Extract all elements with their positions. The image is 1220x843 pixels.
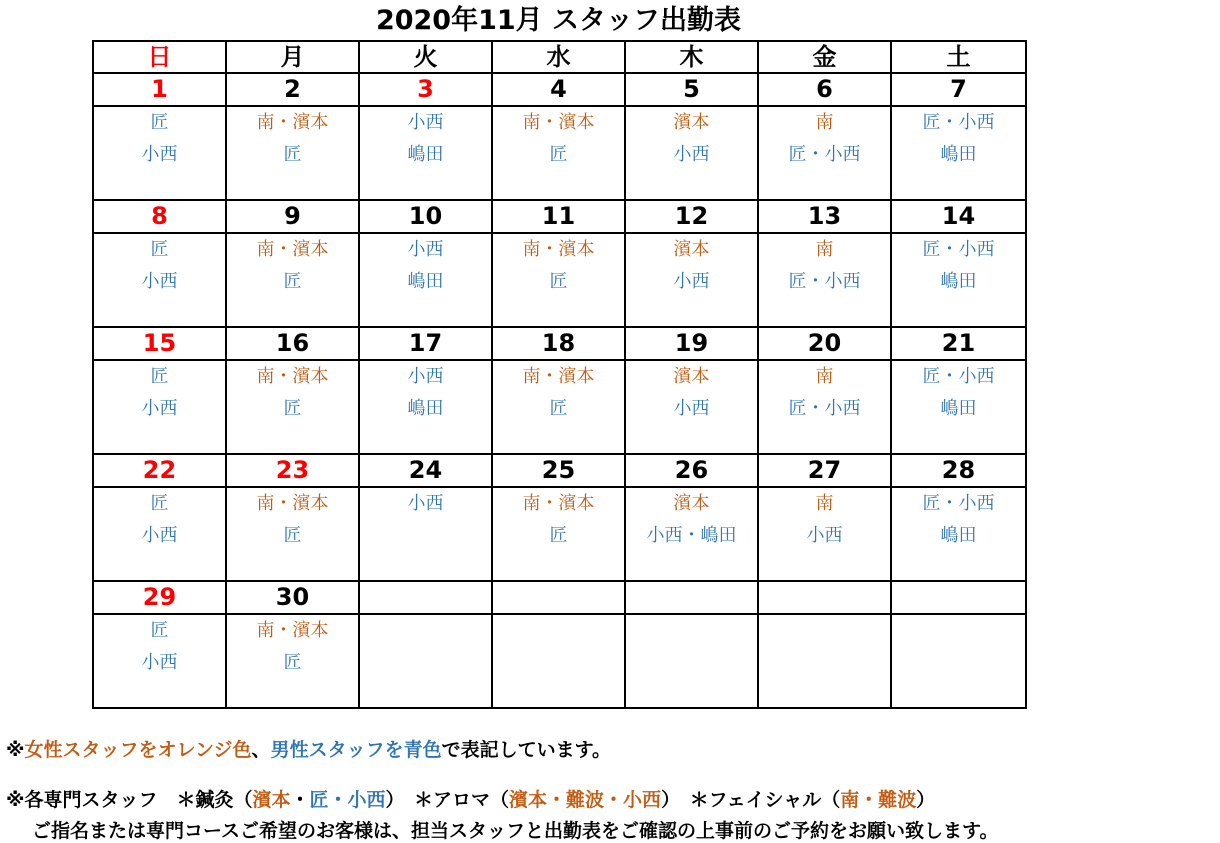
staff-name: 小西 xyxy=(407,239,444,260)
staff-name: 匠 xyxy=(283,144,302,165)
date-cell: 12 xyxy=(625,200,758,233)
calendar-body xyxy=(93,41,1026,708)
staff-name: 小西 xyxy=(141,652,178,673)
booking-note: ご指名または専門コースご希望のお客様は、担当スタッフと出勤表をご確認の上事前のご予約をお願い致します。 xyxy=(32,820,999,842)
staff-name: 小西 xyxy=(141,398,178,419)
weekday-tue: 火 xyxy=(359,41,492,73)
staff-name: 匠 xyxy=(283,652,302,673)
staff-cell xyxy=(93,360,226,454)
staff-name: 匠・小西 xyxy=(922,239,995,260)
page-title: 2020年11月 スタッフ出勤表 xyxy=(375,5,742,36)
staff-name: 南・濱本 xyxy=(522,112,595,133)
staff-cell xyxy=(758,614,891,708)
staff-cell xyxy=(758,360,891,454)
staff-cell xyxy=(625,487,758,581)
staff-name: 小西 xyxy=(407,493,444,514)
acupuncture-male: 匠・小西 xyxy=(309,789,386,811)
staff-name: 匠・小西 xyxy=(788,398,861,419)
date-cell: 21 xyxy=(891,327,1026,360)
date-cell: 4 xyxy=(492,73,625,106)
staff-name: 小西 xyxy=(407,112,444,133)
date-cell: 5 xyxy=(625,73,758,106)
weekday-sun: 日 xyxy=(93,41,226,73)
acupuncture-female: 濱本 xyxy=(252,789,291,811)
weekday-header-row xyxy=(93,41,1026,73)
staff-cell xyxy=(93,233,226,327)
date-row xyxy=(93,73,1026,106)
staff-name: 濱本 xyxy=(673,112,710,133)
staff-name: 小西 xyxy=(673,398,710,419)
legend-suffix: で表記しています。 xyxy=(441,739,612,761)
staff-name: 南・濱本 xyxy=(522,493,595,514)
staff-name: 匠 xyxy=(549,144,568,165)
date-cell xyxy=(758,581,891,614)
staff-cell xyxy=(359,614,492,708)
staff-name: 匠・小西 xyxy=(922,366,995,387)
staff-cell xyxy=(226,487,359,581)
staff-cell xyxy=(758,233,891,327)
staff-cell xyxy=(492,360,625,454)
date-cell: 28 xyxy=(891,454,1026,487)
date-cell xyxy=(625,581,758,614)
staff-name: 匠・小西 xyxy=(788,144,861,165)
staff-row xyxy=(93,106,1026,200)
staff-cell xyxy=(758,487,891,581)
staff-name: 嶋田 xyxy=(940,271,977,292)
staff-name: 南 xyxy=(815,493,834,514)
aroma-staff: 濱本・難波・小西 xyxy=(509,789,662,811)
date-cell: 10 xyxy=(359,200,492,233)
weekday-thu: 木 xyxy=(625,41,758,73)
date-cell: 19 xyxy=(625,327,758,360)
staff-cell xyxy=(625,106,758,200)
acupuncture-sep: ・ xyxy=(290,789,310,811)
date-cell: 8 xyxy=(93,200,226,233)
staff-name: 小西 xyxy=(141,525,178,546)
staff-cell xyxy=(625,360,758,454)
date-cell: 25 xyxy=(492,454,625,487)
staff-name: 匠・小西 xyxy=(788,271,861,292)
staff-name: 南・濱本 xyxy=(256,366,329,387)
staff-name: 匠 xyxy=(283,271,302,292)
weekday-sat: 土 xyxy=(891,41,1026,73)
date-cell: 14 xyxy=(891,200,1026,233)
staff-name: 小西・嶋田 xyxy=(646,525,737,546)
staff-cell xyxy=(226,106,359,200)
date-row xyxy=(93,581,1026,614)
date-cell: 17 xyxy=(359,327,492,360)
staff-name: 嶋田 xyxy=(940,525,977,546)
staff-cell xyxy=(492,614,625,708)
staff-name: 南・濱本 xyxy=(256,620,329,641)
staff-name: 匠 xyxy=(150,366,169,387)
staff-name: 南・濱本 xyxy=(256,493,329,514)
staff-name: 嶋田 xyxy=(940,398,977,419)
staff-name: 南・濱本 xyxy=(522,239,595,260)
staff-cell xyxy=(93,106,226,200)
staff-cell xyxy=(891,106,1026,200)
date-row xyxy=(93,454,1026,487)
legend-female: 女性スタッフをオレンジ色 xyxy=(24,739,252,761)
staff-name: 南・濱本 xyxy=(522,366,595,387)
staff-cell xyxy=(758,106,891,200)
weekday-fri: 金 xyxy=(758,41,891,73)
date-cell: 7 xyxy=(891,73,1026,106)
date-cell: 16 xyxy=(226,327,359,360)
staff-name: 匠 xyxy=(549,271,568,292)
weekday-mon: 月 xyxy=(226,41,359,73)
staff-name: 匠 xyxy=(283,398,302,419)
staff-cell xyxy=(93,487,226,581)
date-cell: 30 xyxy=(226,581,359,614)
date-cell: 26 xyxy=(625,454,758,487)
date-cell: 13 xyxy=(758,200,891,233)
staff-name: 小西 xyxy=(141,144,178,165)
staff-name: 南 xyxy=(815,239,834,260)
staff-name: 匠 xyxy=(150,493,169,514)
staff-name: 濱本 xyxy=(673,239,710,260)
specialists-note xyxy=(6,785,935,812)
staff-name: 南・濱本 xyxy=(256,239,329,260)
date-cell: 3 xyxy=(359,73,492,106)
date-cell: 15 xyxy=(93,327,226,360)
staff-cell xyxy=(226,360,359,454)
staff-name: 匠 xyxy=(150,239,169,260)
staff-name: 小西 xyxy=(806,525,843,546)
staff-name: 小西 xyxy=(673,144,710,165)
staff-name: 匠 xyxy=(150,112,169,133)
staff-cell xyxy=(891,614,1026,708)
staff-name: 南 xyxy=(815,112,834,133)
date-cell: 29 xyxy=(93,581,226,614)
staff-name: 嶋田 xyxy=(407,271,444,292)
staff-name: 匠 xyxy=(283,525,302,546)
legend-male: 男性スタッフを青色 xyxy=(270,739,442,761)
staff-name: 南・濱本 xyxy=(256,112,329,133)
staff-cell xyxy=(891,487,1026,581)
legend-sep: 、 xyxy=(251,739,271,761)
staff-name: 匠 xyxy=(549,525,568,546)
aroma-label: ） ＊アロマ（ xyxy=(385,789,510,811)
staff-name: 濱本 xyxy=(673,366,710,387)
date-cell: 2 xyxy=(226,73,359,106)
staff-name: 嶋田 xyxy=(940,144,977,165)
staff-name: 南 xyxy=(815,366,834,387)
staff-cell xyxy=(891,233,1026,327)
staff-cell xyxy=(226,614,359,708)
staff-cell xyxy=(359,233,492,327)
date-cell: 27 xyxy=(758,454,891,487)
staff-cell xyxy=(492,233,625,327)
date-cell: 24 xyxy=(359,454,492,487)
staff-name: 嶋田 xyxy=(407,398,444,419)
staff-name: 小西 xyxy=(407,366,444,387)
date-row xyxy=(93,200,1026,233)
staff-name: 濱本 xyxy=(673,493,710,514)
facial-staff: 南・難波 xyxy=(840,789,917,811)
staff-name: 匠 xyxy=(549,398,568,419)
staff-row xyxy=(93,233,1026,327)
date-cell: 11 xyxy=(492,200,625,233)
date-cell: 20 xyxy=(758,327,891,360)
staff-name: 小西 xyxy=(141,271,178,292)
staff-cell xyxy=(226,233,359,327)
staff-cell xyxy=(359,360,492,454)
specialists-label: ※各専門スタッフ ＊鍼灸（ xyxy=(6,789,253,811)
staff-cell xyxy=(359,487,492,581)
staff-cell xyxy=(93,614,226,708)
color-legend-note xyxy=(6,735,611,762)
date-cell: 18 xyxy=(492,327,625,360)
staff-cell xyxy=(492,487,625,581)
date-cell: 22 xyxy=(93,454,226,487)
staff-name: 嶋田 xyxy=(407,144,444,165)
staff-name: 小西 xyxy=(673,271,710,292)
facial-label: ） ＊フェイシャル（ xyxy=(661,789,841,811)
staff-row xyxy=(93,614,1026,708)
staff-name: 匠・小西 xyxy=(922,112,995,133)
staff-row xyxy=(93,360,1026,454)
legend-prefix: ※ xyxy=(6,739,25,761)
date-row xyxy=(93,327,1026,360)
staff-cell xyxy=(891,360,1026,454)
date-cell: 9 xyxy=(226,200,359,233)
facial-close: ） xyxy=(916,789,936,811)
staff-cell xyxy=(625,233,758,327)
staff-cell xyxy=(492,106,625,200)
date-cell xyxy=(891,581,1026,614)
staff-cell xyxy=(625,614,758,708)
staff-name: 匠 xyxy=(150,620,169,641)
calendar-table xyxy=(92,40,1027,709)
staff-name: 匠・小西 xyxy=(922,493,995,514)
date-cell xyxy=(492,581,625,614)
date-cell: 1 xyxy=(93,73,226,106)
weekday-wed: 水 xyxy=(492,41,625,73)
date-cell: 23 xyxy=(226,454,359,487)
date-cell xyxy=(359,581,492,614)
staff-cell xyxy=(359,106,492,200)
date-cell: 6 xyxy=(758,73,891,106)
staff-row xyxy=(93,487,1026,581)
